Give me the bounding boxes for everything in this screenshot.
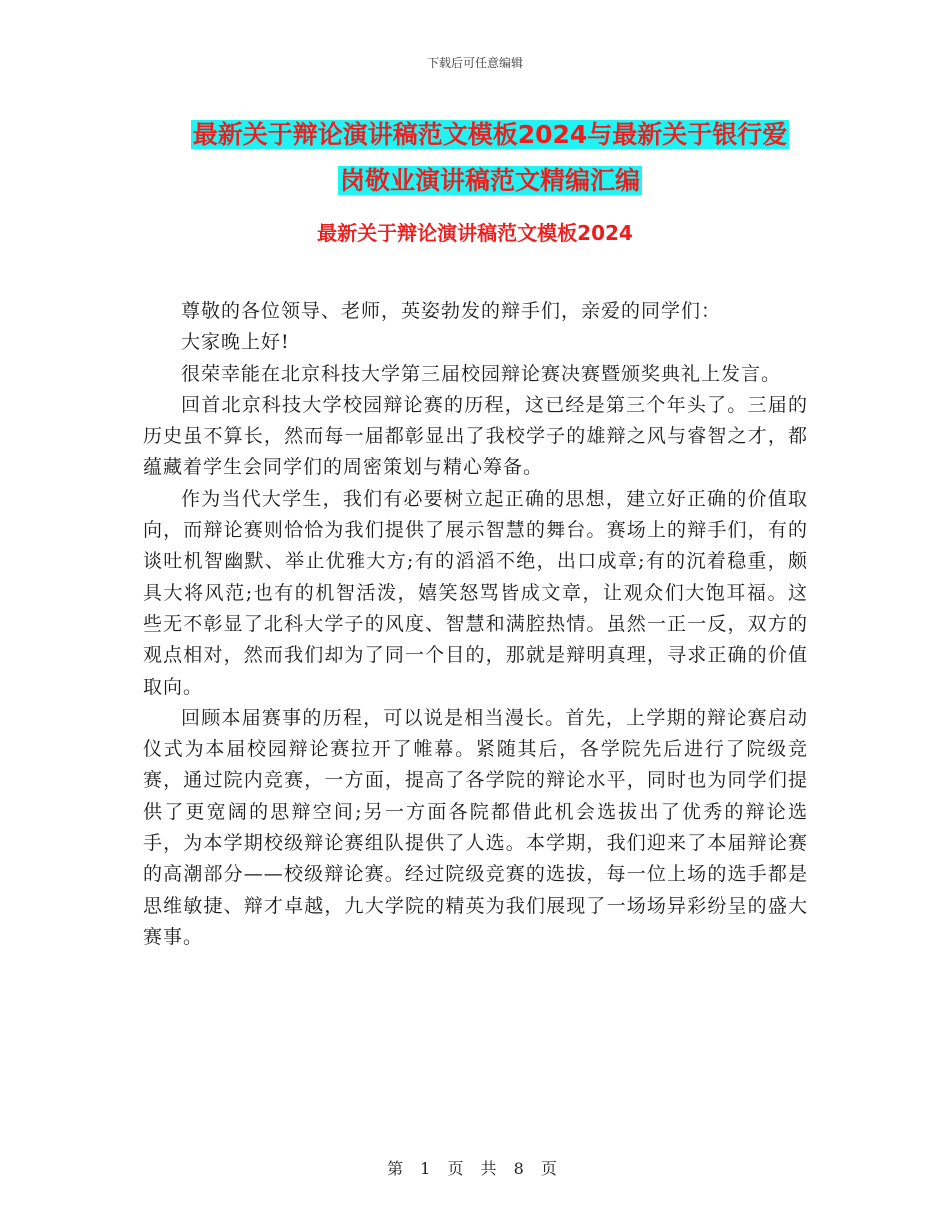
document-title <box>140 112 840 204</box>
page-header-note: 下载后可任意编辑 <box>426 56 523 70</box>
document-body <box>143 296 808 953</box>
document-title-line-2: 岗敬业演讲稿范文精编汇编 <box>339 166 640 195</box>
body-paragraph: 很荣幸能在北京科技大学第三届校园辩论赛决赛暨颁奖典礼上发言。 <box>181 362 782 385</box>
body-paragraph: 回顾本届赛事的历程，可以说是相当漫长。首先，上学期的辩论赛启动仪式为本届校园辩论赛拉开了帷幕。紧随其后，各学院先后进行了院级竞赛，通过院内竞赛，一方面，提高了各学院的辩论水平，同时也为同学们提供了更宽阔的思辩空间;另一方面各院都借此机会选拔出了优秀的辩论选手，为本学期校级辩论赛组队提供了人选。本学期，我们迎来了本届辩论赛的高潮部分——校级辩论赛。经过院级竞赛的选拔，每一位上场的选手都是思维敏捷、辩才卓越，九大学院的精英为我们展现了一场场异彩纷呈的盛大赛事。 <box>143 706 808 948</box>
body-paragraph: 大家晚上好! <box>181 331 290 354</box>
section-title: 最新关于辩论演讲稿范文模板2024 <box>317 221 633 245</box>
body-paragraph: 作为当代大学生，我们有必要树立起正确的思想，建立好正确的价值取向，而辩论赛则恰恰为我们提供了展示智慧的舞台。赛场上的辩手们，有的谈吐机智幽默、举止优雅大方;有的滔滔不绝，出口成章;有的沉着稳重，颇具大将风范;也有的机智活泼，嬉笑怒骂皆成文章，让观众们大饱耳福。这些无不彰显了北科大学子的风度、智慧和满腔热情。虽然一正一反，双方的观点相对，然而我们却为了同一个目的，那就是辩明真理，寻求正确的价值取向。 <box>143 487 808 698</box>
page-number: 第 1 页 共 8 页 <box>387 1159 563 1178</box>
body-paragraph: 回首北京科技大学校园辩论赛的历程，这已经是第三个年头了。三届的历史虽不算长，然而每一届都彰显出了我校学子的雄辩之风与睿智之才，都蕴藏着学生会同学们的周密策划与精心筹备。 <box>143 393 808 479</box>
document-title-line-1: 最新关于辩论演讲稿范文模板2024与最新关于银行爱 <box>192 120 788 149</box>
body-paragraph: 尊敬的各位领导、老师，英姿勃发的辩手们，亲爱的同学们： <box>181 300 722 322</box>
